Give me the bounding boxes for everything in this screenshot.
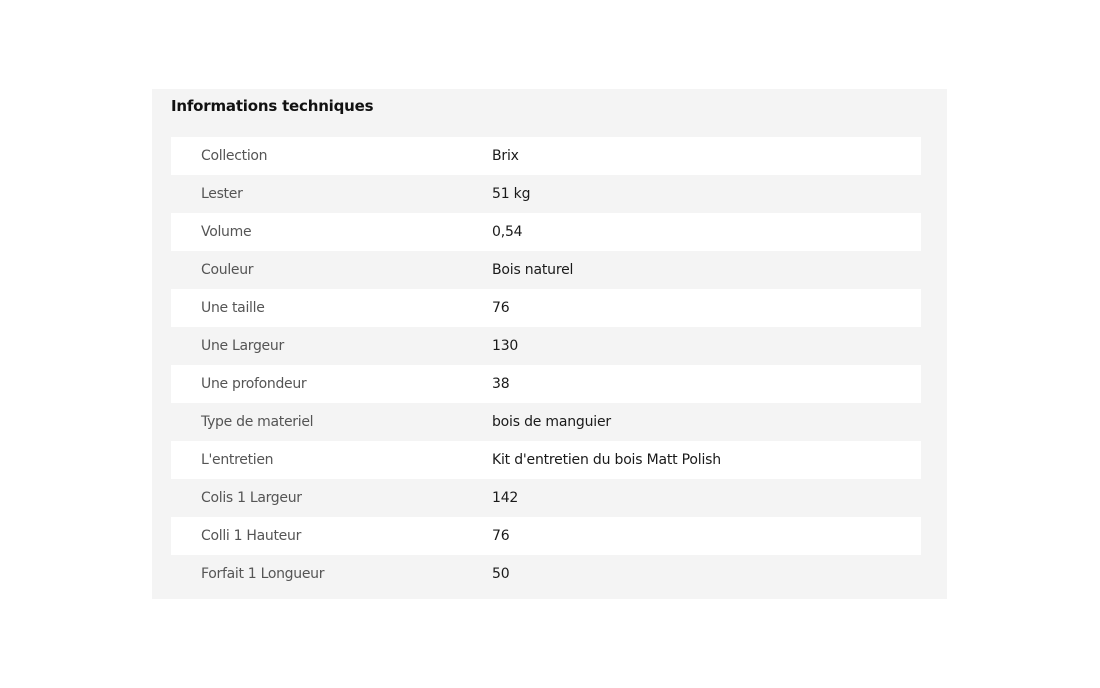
spec-table	[171, 137, 921, 593]
spec-label: Colis 1 Largeur	[201, 490, 302, 506]
spec-value: 76	[492, 300, 510, 316]
spec-value: Brix	[492, 148, 519, 164]
spec-label: Colli 1 Hauteur	[201, 528, 302, 544]
section-title: Informations techniques	[171, 97, 374, 115]
table-row	[171, 327, 921, 365]
spec-value: 76	[492, 528, 510, 544]
table-row	[171, 251, 921, 289]
spec-value: bois de manguier	[492, 414, 611, 430]
spec-label: L'entretien	[201, 452, 274, 468]
spec-value: 38	[492, 376, 510, 392]
spec-label: Volume	[201, 224, 252, 240]
spec-label: Lester	[201, 186, 243, 202]
spec-label: Une Largeur	[201, 338, 284, 354]
spec-label: Une profondeur	[201, 376, 307, 392]
table-row	[171, 175, 921, 213]
spec-value: 50	[492, 566, 510, 582]
table-row	[171, 555, 921, 593]
spec-label: Couleur	[201, 262, 254, 278]
spec-label: Collection	[201, 148, 268, 164]
table-row	[171, 479, 921, 517]
spec-label: Type de materiel	[201, 414, 314, 430]
spec-value: Bois naturel	[492, 262, 574, 278]
spec-label: Forfait 1 Longueur	[201, 566, 325, 582]
spec-value: 0,54	[492, 224, 523, 240]
table-row	[171, 289, 921, 327]
technical-info-panel	[152, 89, 947, 599]
spec-value: Kit d'entretien du bois Matt Polish	[492, 452, 721, 468]
table-row	[171, 213, 921, 251]
spec-label: Une taille	[201, 300, 265, 316]
spec-value: 142	[492, 490, 519, 506]
table-row	[171, 365, 921, 403]
table-row	[171, 441, 921, 479]
spec-value: 130	[492, 338, 519, 354]
table-row	[171, 403, 921, 441]
table-row	[171, 137, 921, 175]
table-row	[171, 517, 921, 555]
spec-value: 51 kg	[492, 186, 531, 202]
